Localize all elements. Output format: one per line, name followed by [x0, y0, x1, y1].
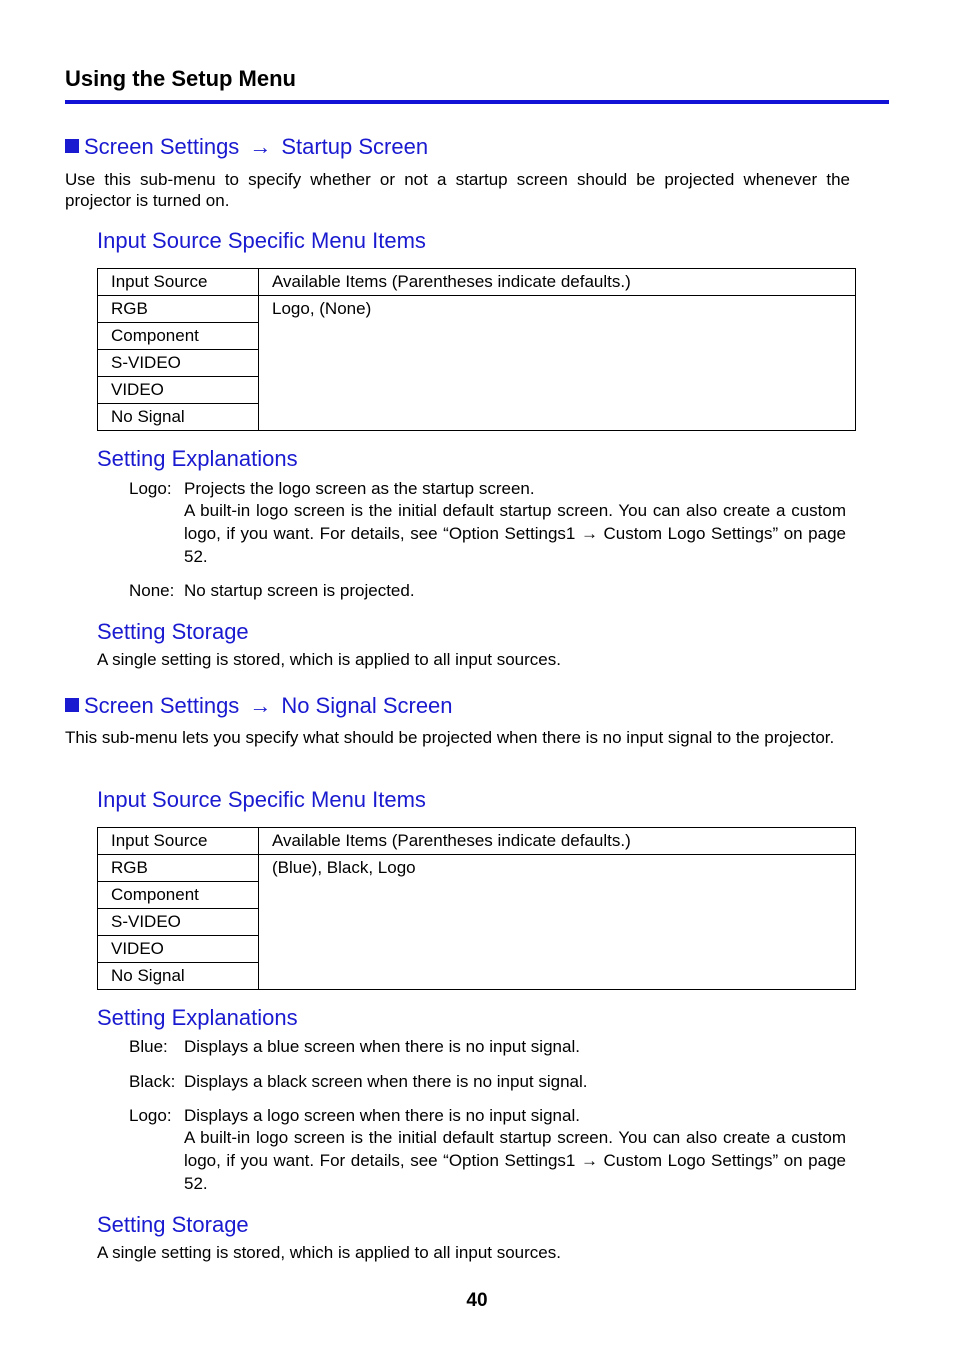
- logo-summary: Displays a logo screen when there is no input signal.: [184, 1106, 580, 1125]
- setting-storage-heading: Setting Storage: [97, 619, 249, 644]
- section-title-part-b: Startup Screen: [281, 134, 429, 159]
- section-intro: This sub-menu lets you specify what should be projected when there is no input signal to the projector.: [65, 728, 835, 747]
- arrow-right-icon: →: [249, 693, 272, 718]
- section-title-part-a: Screen Settings: [84, 693, 240, 718]
- logo-label: Logo:: [129, 1106, 172, 1125]
- setting-explanations-heading: Setting Explanations: [97, 1005, 298, 1030]
- source-cell: VIDEO: [98, 936, 259, 963]
- table-row: [98, 855, 856, 882]
- blue-description: Displays a blue screen when there is no input signal.: [184, 1037, 580, 1056]
- input-source-table: [97, 827, 856, 990]
- input-source-table: [97, 268, 856, 431]
- section-intro: Use this sub-menu to specify whether or not a startup screen should be projected whenever the projector is turned on.: [65, 170, 850, 210]
- column-header-available-items: Available Items (Parentheses indicate defaults.): [259, 828, 856, 855]
- column-header-input-source: Input Source: [98, 828, 259, 855]
- square-bullet-icon: [65, 139, 79, 153]
- setting-explanations-heading: Setting Explanations: [97, 446, 298, 471]
- table-row: [98, 296, 856, 323]
- logo-label: Logo:: [129, 479, 172, 498]
- available-items-cell: Logo, (None): [259, 296, 856, 431]
- header-divider: [65, 100, 889, 104]
- source-cell: RGB: [98, 855, 259, 882]
- setting-storage-heading: Setting Storage: [97, 1212, 249, 1237]
- square-bullet-icon: [65, 698, 79, 712]
- source-cell: No Signal: [98, 963, 259, 990]
- blue-label: Blue:: [129, 1037, 168, 1056]
- page-number: 40: [466, 1290, 488, 1311]
- available-items-cell: (Blue), Black, Logo: [259, 855, 856, 990]
- setting-storage-text: A single setting is stored, which is applied to all input sources.: [97, 650, 561, 669]
- source-cell: VIDEO: [98, 377, 259, 404]
- source-cell: S-VIDEO: [98, 909, 259, 936]
- source-cell: S-VIDEO: [98, 350, 259, 377]
- section-no-signal-screen-title: [65, 693, 453, 719]
- black-description: Displays a black screen when there is no input signal.: [184, 1072, 588, 1091]
- table-header-row: [98, 269, 856, 296]
- black-label: Black:: [129, 1072, 176, 1091]
- source-cell: Component: [98, 323, 259, 350]
- source-cell: RGB: [98, 296, 259, 323]
- none-label: None:: [129, 581, 175, 600]
- column-header-available-items: Available Items (Parentheses indicate defaults.): [259, 269, 856, 296]
- source-cell: Component: [98, 882, 259, 909]
- column-header-input-source: Input Source: [98, 269, 259, 296]
- source-cell: No Signal: [98, 404, 259, 431]
- menu-items-heading: Input Source Specific Menu Items: [97, 228, 426, 253]
- section-title-part-b: No Signal Screen: [281, 693, 453, 718]
- page-header-title: Using the Setup Menu: [65, 66, 296, 91]
- arrow-right-icon: →: [249, 134, 272, 159]
- table-header-row: [98, 828, 856, 855]
- section-startup-screen-title: [65, 134, 428, 160]
- logo-description: A built-in logo screen is the initial default startup screen. You can also create a custom logo, if you want. For details, see “Option Settings1 → Custom Logo Settings” on page 52.: [184, 501, 846, 566]
- logo-description: A built-in logo screen is the initial default startup screen. You can also create a custom logo, if you want. For details, see “Option Settings1 → Custom Logo Settings” on page 52.: [184, 1128, 846, 1193]
- menu-items-heading: Input Source Specific Menu Items: [97, 787, 426, 812]
- none-description: No startup screen is projected.: [184, 581, 415, 600]
- logo-summary: Projects the logo screen as the startup screen.: [184, 479, 535, 498]
- section-title-part-a: Screen Settings: [84, 134, 240, 159]
- setting-storage-text: A single setting is stored, which is applied to all input sources.: [97, 1243, 561, 1262]
